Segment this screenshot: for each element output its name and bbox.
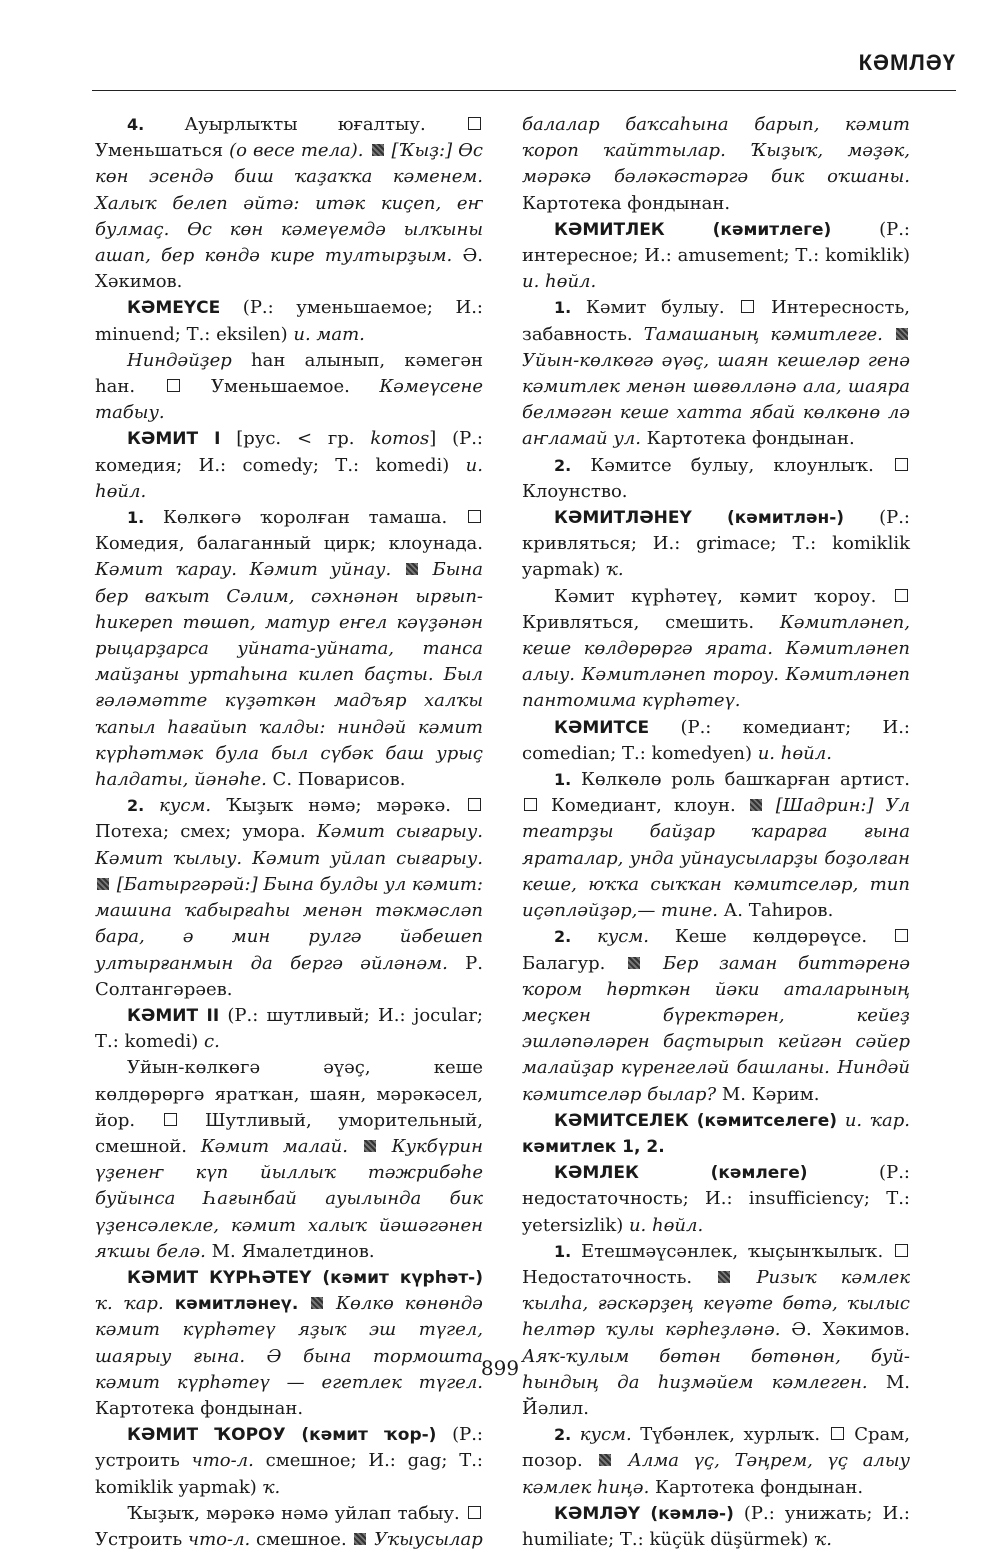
square-outline-icon	[468, 117, 481, 130]
dictionary-entry: КӘМИТ II (Р.: шутливый; И.: jocular; Т.: komedi) с.	[95, 1004, 483, 1053]
square-outline-icon	[895, 589, 908, 602]
square-outline-icon	[741, 300, 754, 313]
sense-number: 1.	[554, 770, 572, 790]
header-rule	[92, 90, 956, 91]
square-outline-icon	[895, 458, 908, 471]
dictionary-entry: КӘМИТ ҠОРОУ (кәмит ҡор-) (Р.: устроить что-л. смешное; И.: gag; Т.: komiklik yapmak) ҡ.	[95, 1424, 483, 1498]
headword: КӘМЛЕК (кәмлеге)	[554, 1163, 808, 1184]
dictionary-entry: КӘМИТЛӘНЕҮ (кәмитлән-) (Р.: кривляться; И.: grimace; Т.: komiklik yapmak) ҡ.	[522, 507, 910, 581]
square-outline-icon	[468, 1506, 481, 1519]
headword: КӘМИТЛЕК (кәмитлеге)	[554, 219, 832, 240]
square-outline-icon	[167, 379, 180, 392]
filled-square-icon	[311, 1297, 323, 1309]
definition: Ниндәйҙер һан алынып, кәмегән һан. Уменьшаемое. Кәмеүсене табыу.	[95, 349, 483, 424]
sense-entry: 2. кусм. Түбәнлек, хурлыҡ. Срам, позор. Алма үҫ, Тәңрем, үҫ алыу кәмлек һиңә. Картотека фондынан.	[522, 1424, 910, 1498]
filled-square-icon	[97, 878, 109, 890]
dictionary-entry: КӘМЛЕК (кәмлеге) (Р.: недостаточность; И.: insufficiency; Т.: yetersizlik) и. һөйл.	[522, 1162, 910, 1236]
sense-number: 2.	[554, 1425, 572, 1445]
filled-square-icon	[718, 1271, 730, 1283]
sense-entry: 2. кусм. Кеше көлдөрөүсе. Балагур. Бер заман биттәренә ҡором һөрткән йәки аталарының меҫкен бүректәрен, кейеҙ эшләпәләрен баҫтырып кейгән сәйер малайҙар күренгеләй башланы. Ниндәй кәмитселәр былар? М. Кәрим.	[522, 926, 910, 1105]
square-outline-icon	[164, 1113, 177, 1126]
headword: КӘМИТ ҠОРОУ (кәмит ҡор-)	[127, 1425, 437, 1446]
filled-square-icon	[628, 957, 640, 969]
square-outline-icon	[831, 1427, 844, 1440]
filled-square-icon	[372, 144, 384, 156]
square-outline-icon	[468, 510, 481, 523]
sense-entry: 1. Етешмәүсәнлек, ҡыҫынҡылыҡ. Недостаточность. Ризыҡ кәмлек ҡылһа, ғәскәрҙең кеүәте бөтә, ҡылыс һелтәр ҡулы кәрһеҙләнә. Ә. Хәкимов. Аяҡ-ҡулым бөтөн бөтөнөн, буй-һындың да һиҙмәйем кәмлеген. М. Йәлил.	[522, 1240, 910, 1419]
square-outline-icon	[524, 798, 537, 811]
sense-number: 2.	[554, 927, 572, 947]
headword: КӘМИТ II	[127, 1005, 220, 1026]
dictionary-entry: КӘМИТ I [рус. < гр. komos] (Р.: комедия; И.: comedy; Т.: komedi) и. һөйл.	[95, 428, 483, 502]
page-number: 899	[480, 1356, 520, 1380]
headword: КӘМИТ КҮРҺӘТЕҮ (кәмит күрһәт-)	[127, 1267, 483, 1288]
headword: КӘМИТСЕЛЕК (кәмитселеге)	[554, 1110, 838, 1131]
filled-square-icon	[896, 328, 908, 340]
headword: КӘМИТ I	[127, 429, 221, 450]
sense-number: 1.	[554, 298, 572, 318]
square-outline-icon	[468, 798, 481, 811]
sense-entry: 1. Көлкөгә ҡоролған тамаша. Комедия, балаганный цирк; клоунада. Кәмит ҡарау. Кәмит уйнау. Бына бер ваҡыт Сәлим, сәхнәнән ырғып-һикереп төшөп, матур еҥел кәүҙәнән рыцарҙарса уйната-уйната, танса майҙаны уртаһына килеп баҫты. Был ғәләмәтте күҙәткән мадъяр халҡы ҡапыл һағайып ҡалды: ниндәй кәмит күрһәтмәк була был сүбәк баш урыҫ һалдаты, йәнәһе. С. Поварисов.	[95, 507, 483, 791]
headword: КӘМЕҮСЕ	[127, 298, 221, 319]
sense-number: 1.	[127, 508, 145, 528]
right-column	[522, 112, 910, 1553]
square-outline-icon	[895, 1244, 908, 1257]
running-head: КӘМЛӘҮ	[858, 50, 956, 75]
sense-entry: 4. Ауырлыҡты юғалтыу. Уменьшаться (о весе тела). [Ҡыҙ:] Өс көн эсендә биш ҡаҙаҡҡа кәменем. Халыҡ белеп әйтә: итәк киҫеп, еҥ булмаҫ. Өс көн кәмеүемдә ылҡыны ашап, бер көндә кире тултырҙым. Ә. Хәкимов.	[95, 114, 483, 293]
square-outline-icon	[895, 929, 908, 942]
sense-entry: 1. Кәмит булыу. Интересность, забавность. Тамашаның кәмитлеге. Уйын-көлкөгә әүәҫ, шаян кешеләр генә кәмитлек менән шөғөлләнә ала, шаяра белмәгән кеше хатта ябай көлкөнө лә аҥламай ул. Картотека фондынан.	[522, 297, 910, 450]
sense-number: 2.	[127, 796, 145, 816]
left-column	[95, 112, 483, 1553]
headword: КӘМИТЛӘНЕҮ (кәмитлән-)	[554, 508, 845, 529]
definition: Ҡыҙыҡ, мәрәкә нәмә уйлап табыу. Устроить что-л. смешное. Уҡыусылар	[95, 1502, 483, 1550]
filled-square-icon	[406, 563, 418, 575]
dictionary-entry: КӘМЕҮСЕ (Р.: уменьшаемое; И.: minuend; Т.: eksilen) и. мат.	[95, 297, 483, 345]
filled-square-icon	[354, 1533, 366, 1545]
sense-entry: 1. Көлкөлө роль башҡарған артист. Комедиант, клоун. [Шадрин:] Ул театрҙы байҙар ҡарарға ғына яраталар, унда уйнаусыларҙы боҙолған кеше, юҡҡа сыҡҡан кәмитселәр, тип иҫәпләйҙәр,— тине. А. Таһиров.	[522, 769, 910, 922]
filled-square-icon	[750, 799, 762, 811]
sense-entry: 2. Кәмитсе булыу, клоунлыҡ. Клоунство.	[522, 453, 910, 505]
headword: КӘМИТСЕ	[554, 717, 650, 738]
definition: Уйын-көлкөгә әүәҫ, кеше көлдөрөргә яратҡан, шаян, мәрәкәсел, йор. Шутливый, уморительный, смешной. Кәмит малай. Кукбүрин үҙенеҥ күп йыллыҡ тәжрибәһе буйынса Һағынбай ауылында бик үҙенсәлекле, кәмит халыҡ йәшәгәнен яҡшы белә. М. Ямалетдинов.	[95, 1057, 483, 1262]
dictionary-entry: КӘМИТСЕ (Р.: комедиант; И.: comedian; Т.: komedyen) и. һөйл.	[522, 716, 910, 764]
sense-number: 2.	[554, 455, 572, 475]
filled-square-icon	[364, 1140, 376, 1152]
dictionary-entry: КӘМЛӘҮ (кәмлә-) (Р.: унижать; И.: humiliate; Т.: küçük düşürmek) ҡ.	[522, 1502, 910, 1550]
dictionary-entry: КӘМИТ КҮРҺӘТЕҮ (кәмит күрһәт-) ҡ. ҡар. кәмитләнеү. Көлкө көнөндә кәмит күрһәтеү яҙыҡ эш түгел, шаярыу ғына. Ә бына тормошта кәмит күрһәтеү — егетлек түгел. Картотека фондынан.	[95, 1267, 483, 1419]
sense-number: 1.	[554, 1241, 572, 1261]
filled-square-icon	[599, 1454, 611, 1466]
sense-entry: 2. кусм. Ҡыҙыҡ нәмә; мәрәкә. Потеха; смех; умора. Кәмит сығарыу. Кәмит ҡылыу. Кәмит уйлап сығарыу. [Батыргәрәй:] Бына булды ул кәмит: машина ҡабырғаһы менән тәкмәсләп бара, ә мин рулгә йәбешеп ултырғанмын да бергә әйләнәм. Р. Солтангәрәев.	[95, 795, 483, 1000]
headword: КӘМЛӘҮ (кәмлә-)	[554, 1503, 734, 1524]
dictionary-entry: КӘМИТСЕЛЕК (кәмитселеге) и. ҡар. кәмитлек 1, 2.	[522, 1109, 910, 1157]
definition-continued: балалар баҡсаһына барып, кәмит ҡороп ҡайттылар. Ҡыҙыҡ, мәҙәк, мәрәкә бәләкәстәргә бик оҡшаны. Картотека фондынан.	[522, 114, 910, 214]
sense-number: 4.	[127, 115, 145, 134]
dictionary-entry: КӘМИТЛЕК (кәмитлеге) (Р.: интересное; И.: amusement; Т.: komiklik) и. һөйл.	[522, 218, 910, 293]
definition: Кәмит күрһәтеү, кәмит ҡороу. Кривляться, смешить. Кәмитләнеп, кеше көлдөрөргә ярата. Кәмитләнеп алыу. Кәмитләнеп тороу. Кәмитләнеп пантомима күрһәтеү.	[522, 585, 910, 712]
